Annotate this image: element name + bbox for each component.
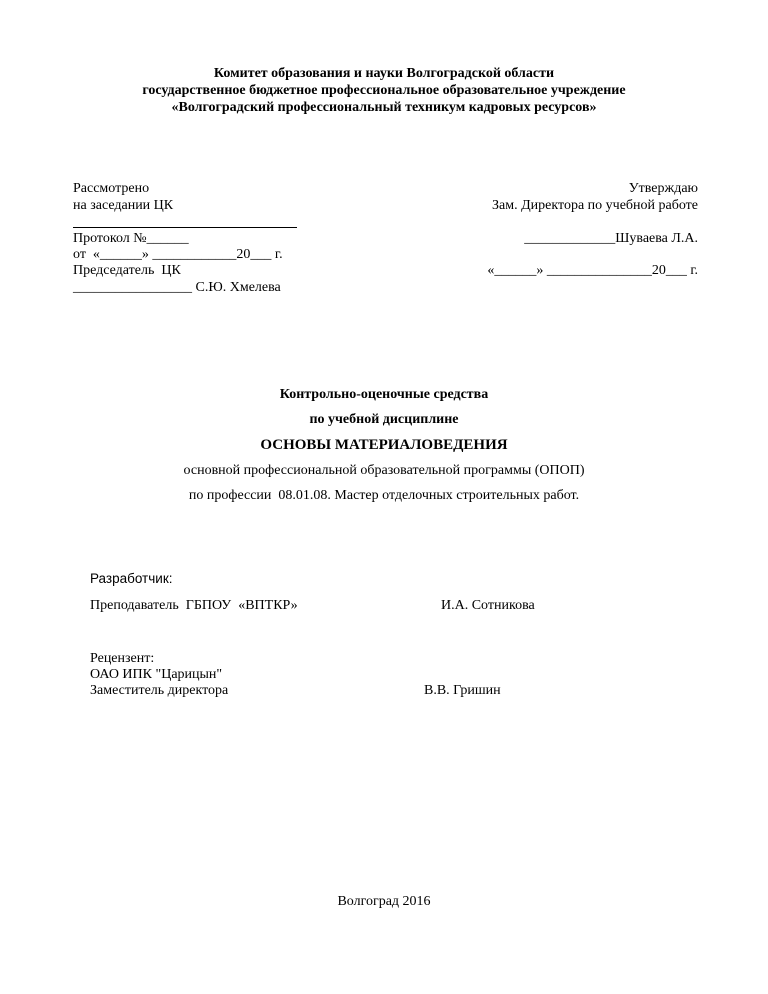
- approver-position: Зам. Директора по учебной работе: [492, 198, 698, 213]
- profession-line: по профессии 08.01.08. Мастер отделочных строительных работ.: [188, 488, 580, 503]
- protocol-number: Протокол №______: [73, 231, 189, 246]
- title-line2: по учебной дисциплине: [309, 412, 459, 427]
- discipline-title: ОСНОВЫ МАТЕРИАЛОВЕДЕНИЯ: [260, 437, 508, 453]
- program-line: основной профессиональной образовательной программы (ОПОП): [183, 463, 585, 478]
- title-line1: Контрольно-оценочные средства: [279, 387, 489, 402]
- header-institution-name: «Волгоградский профессиональный техникум кадровых ресурсов»: [171, 100, 597, 115]
- reviewer-position: Заместитель директора: [90, 683, 229, 698]
- approve-label: Утверждаю: [628, 181, 698, 196]
- developer-name: И.А. Сотникова: [441, 598, 535, 613]
- protocol-date: от «______» ____________20___ г.: [73, 247, 283, 262]
- developer-position: Преподаватель ГБПОУ «ВПТКР»: [90, 598, 298, 613]
- meeting-label: на заседании ЦК: [73, 198, 174, 213]
- header-institution-type: государственное бюджетное профессиональное образовательное учреждение: [142, 83, 626, 98]
- chair-label: Председатель ЦК: [73, 263, 181, 278]
- reviewer-label: Рецензент:: [90, 651, 155, 666]
- signature-rule: [73, 227, 297, 228]
- chair-signature: _________________ С.Ю. Хмелева: [73, 280, 281, 295]
- city-year: Волгоград 2016: [337, 894, 431, 909]
- approver-signature: _____________Шуваева Л.А.: [524, 231, 698, 246]
- developer-label: Разработчик:: [90, 571, 173, 586]
- reviewer-organization: ОАО ИПК "Царицын": [90, 667, 223, 682]
- header-committee: Комитет образования и науки Волгоградской области: [213, 66, 555, 81]
- reviewer-name: В.В. Гришин: [424, 683, 501, 698]
- reviewed-label: Рассмотрено: [73, 181, 150, 196]
- approval-date: «______» _______________20___ г.: [487, 263, 698, 278]
